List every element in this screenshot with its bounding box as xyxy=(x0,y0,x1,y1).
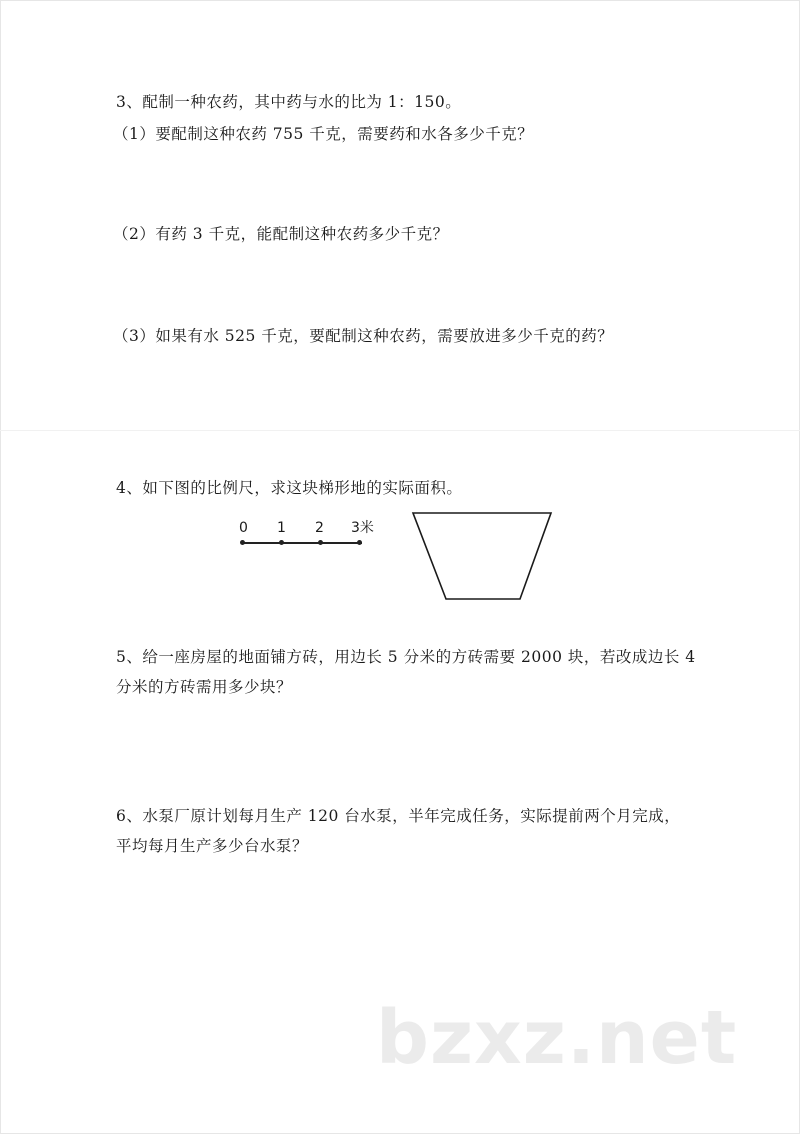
question-3-part-2: （2）有药 3 千克，能配制这种农药多少千克？ xyxy=(113,225,449,243)
scale-line xyxy=(242,542,362,544)
scale-label-2: 2 xyxy=(315,520,324,536)
question-3-part-1: （1）要配制这种农药 755 千克，需要药和水各多少千克？ xyxy=(113,125,534,143)
trapezoid-shape xyxy=(413,513,551,599)
watermark-text: bzxz.net xyxy=(376,995,738,1081)
scale-bar xyxy=(232,519,392,559)
question-5-line-2: 分米的方砖需用多少块？ xyxy=(116,678,293,696)
faint-divider xyxy=(0,430,800,431)
scale-label-1: 1 xyxy=(277,520,286,536)
question-5-line-1: 5、给一座房屋的地面铺方砖，用边长 5 分米的方砖需要 2000 块，若改成边长 4 xyxy=(116,648,696,666)
question-3-part-3: （3）如果有水 525 千克，要配制这种农药，需要放进多少千克的药？ xyxy=(113,327,614,345)
trapezoid-figure xyxy=(410,508,560,604)
question-6-line-1: 6、水泵厂原计划每月生产 120 台水泵，半年完成任务，实际提前两个月完成， xyxy=(116,807,681,825)
question-4-stem: 4、如下图的比例尺，求这块梯形地的实际面积。 xyxy=(116,479,463,497)
scale-label-3: 3米 xyxy=(351,520,374,536)
scale-tick-2 xyxy=(318,540,323,545)
scale-label-0: 0 xyxy=(239,520,248,536)
question-3-stem: 3、配制一种农药，其中药与水的比为 1：150。 xyxy=(116,93,462,111)
scale-tick-3 xyxy=(357,540,362,545)
scale-tick-1 xyxy=(279,540,284,545)
question-6-line-2: 平均每月生产多少台水泵？ xyxy=(116,837,309,855)
scale-tick-0 xyxy=(240,540,245,545)
